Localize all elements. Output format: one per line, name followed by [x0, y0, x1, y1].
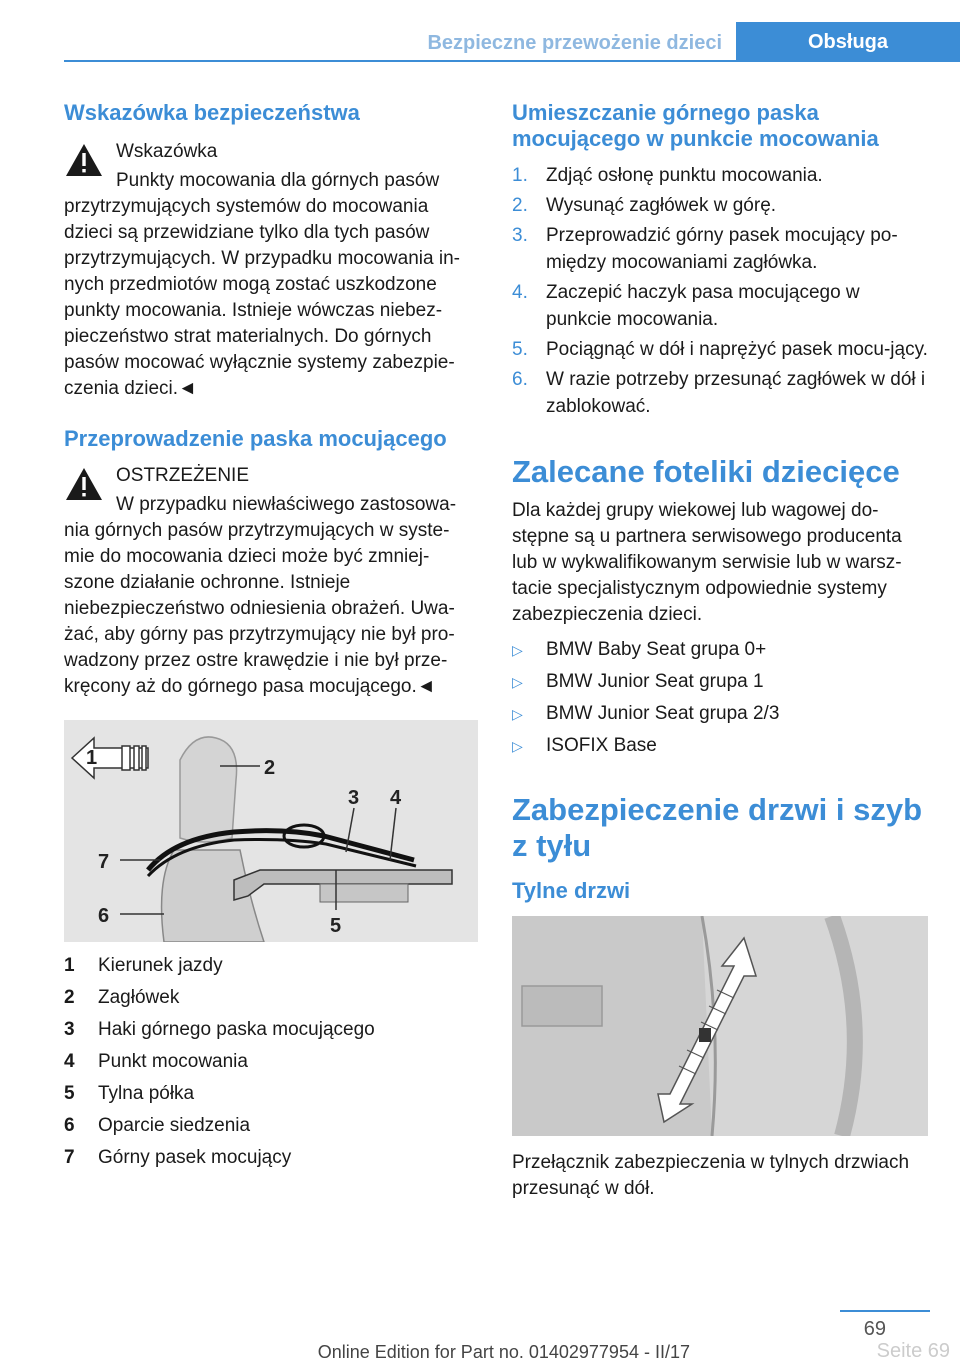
- footer-watermark: Seite 69: [876, 1340, 950, 1362]
- callout-4: 4: [390, 787, 402, 809]
- figure-legend: [64, 950, 478, 1174]
- callout-5: 5: [330, 915, 342, 937]
- step-item: 1. Zdjąć osłonę punktu mocowania.: [512, 165, 823, 186]
- illustration-drawing: [64, 720, 478, 942]
- legend-item: 5 Tylna półka: [64, 1083, 195, 1104]
- legend-item: 2 Zagłówek: [64, 987, 180, 1008]
- page-number: 69: [863, 1318, 886, 1340]
- callout-6: 6: [98, 905, 110, 927]
- list-item: ▷ BMW Junior Seat grupa 1: [512, 666, 930, 698]
- callout-7: 7: [98, 851, 110, 873]
- safety-note-title: Wskazówka: [116, 141, 218, 162]
- rear-door-instruction: Przełącznik zabezpieczenia w tylnych drzwiach przesunąć w dół.: [512, 1152, 910, 1199]
- triangle-bullet-icon: ▷: [512, 642, 523, 658]
- callout-3: 3: [348, 787, 360, 809]
- steps-list: [512, 162, 930, 420]
- heading-safety-note: Wskazówka bezpieczeństwa: [64, 100, 360, 125]
- step-item: 6. W razie potrzeby przesunąć zagłówek w dół i zablokować.: [512, 369, 926, 417]
- callout-2: 2: [264, 757, 276, 779]
- heading-placing-strap: Umieszczanie górnego paska mocującego w punkcie mocowania: [512, 100, 879, 151]
- triangle-bullet-icon: ▷: [512, 738, 523, 754]
- list-item: ▷ ISOFIX Base: [512, 730, 930, 762]
- header-rule: [64, 60, 960, 62]
- list-item: ▷ BMW Baby Seat grupa 0+: [512, 634, 930, 666]
- legend-item: 1 Kierunek jazdy: [64, 955, 223, 976]
- step-item: 2. Wysunąć zagłówek w górę.: [512, 195, 777, 216]
- heading-rear-doors: Tylne drzwi: [512, 878, 631, 903]
- callout-1: 1: [86, 747, 98, 769]
- legend-item: 6 Oparcie siedzenia: [64, 1115, 251, 1136]
- legend-item: 7 Górny pasek mocujący: [64, 1147, 292, 1168]
- safety-note-text: Punkty mocowania dla górnych pasów przytrzymujących systemów do mocowania dzieci są przewidziane tylko dla tych pasów przytrzymujących. W przypadku mocowania in-nych przedmiotów mogą zostać uszkodzone punkty mocowania. Istnieje wówczas niebez-pieczeństwo strat materialnych. Do górnych pasów mocować wyłącznie systemy zabezpie-czenia dzieci.◄: [64, 170, 460, 399]
- legend-item: 3 Haki górnego paska mocującego: [64, 1019, 375, 1040]
- warning-text: W przypadku niewłaściwego zastosowa-nia górnych pasów przytrzymujących w syste-mie do mocowania dzieci może być zmniej-szone działanie ochronne. Istnieje niebezpieczeństwo odniesienia obrażeń. Uwa-żać, aby górny pas przytrzymujący nie był pro-wadzony przez ostre krawędzie i nie był prze-kręcony aż do górnego pasa mocującego.◄: [64, 494, 457, 697]
- list-item: ▷ BMW Junior Seat grupa 2/3: [512, 698, 930, 730]
- right-column: [512, 100, 930, 1202]
- heading-door-window-lock: Zabezpieczenie drzwi i szyb z tyłu: [512, 792, 923, 863]
- edition-info: Online Edition for Part no. 01402977954 - II/17: [317, 1342, 690, 1362]
- rear-door-lock-photo: [512, 916, 928, 1136]
- page-footer: [0, 1310, 960, 1362]
- triangle-bullet-icon: ▷: [512, 706, 523, 722]
- step-item: 4. Zaczepić haczyk pasa mocującego w punkcie mocowania.: [512, 282, 860, 330]
- warning-triangle-icon: [64, 142, 104, 178]
- safety-note-block: [64, 138, 478, 402]
- footer-rule: [840, 1310, 930, 1312]
- header-section-title: Bezpieczne przewożenie dzieci: [427, 32, 722, 54]
- legend-item: 4 Punkt mocowania: [64, 1051, 248, 1072]
- step-item: 3. Przeprowadzić górny pasek mocujący po-między mocowaniami zagłówka.: [512, 225, 898, 273]
- warning-title: OSTRZEŻENIE: [116, 465, 250, 486]
- left-column: [64, 100, 478, 1174]
- heading-strap-routing: Przeprowadzenie paska mocującego: [64, 426, 447, 451]
- page-header: [0, 0, 960, 62]
- seats-intro: Dla każdej grupy wiekowej lub wagowej do-stępne są u partnera serwisowego producenta lub w wykwalifikowanym serwisie lub w warsz-tacie specjalistycznym odpowiednie systemy zabezpieczenia dzieci.: [512, 500, 902, 625]
- header-chapter-tab: Obsługa: [736, 22, 960, 62]
- step-item: 5. Pociągnąć w dół i naprężyć pasek mocu-jący.: [512, 339, 928, 360]
- door-photo-drawing: [512, 916, 928, 1136]
- triangle-bullet-icon: ▷: [512, 674, 523, 690]
- warning-triangle-icon: [64, 466, 104, 502]
- headrest-strap-illustration: [64, 720, 478, 942]
- warning-block: [64, 462, 478, 700]
- seats-list: [512, 634, 930, 762]
- heading-recommended-seats: Zalecane foteliki dziecięce: [512, 454, 900, 489]
